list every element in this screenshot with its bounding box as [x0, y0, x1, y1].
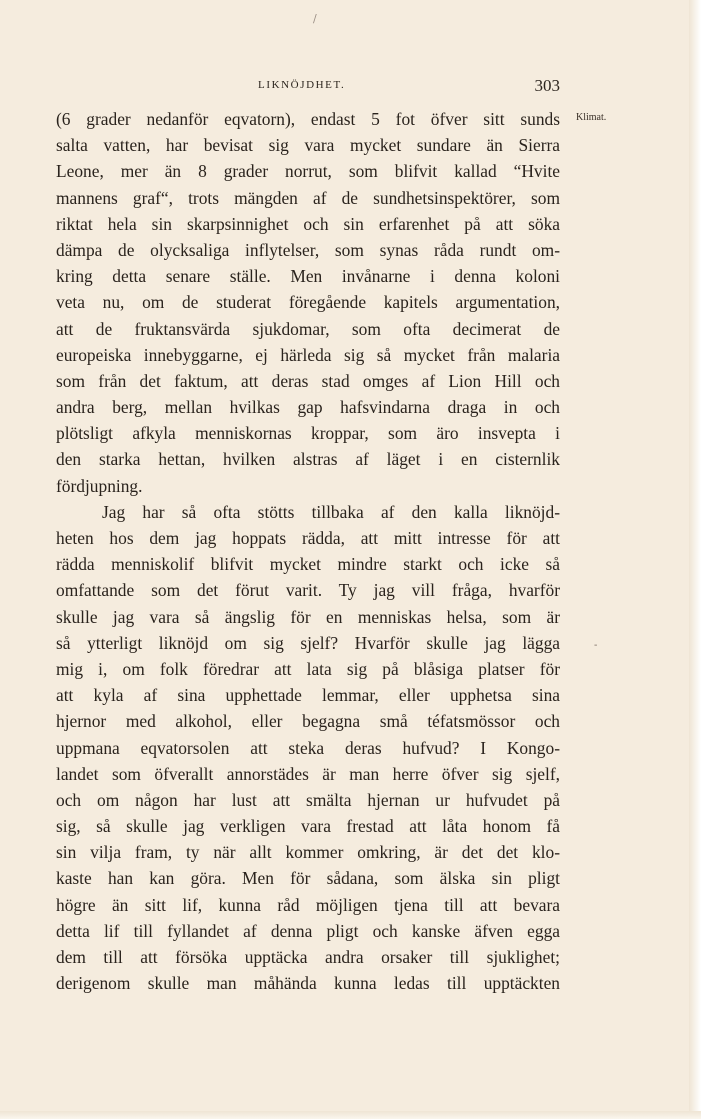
text-line: kaste han kan göra. Men för sådana, som älska sin pligt	[56, 868, 560, 889]
text-line: att kyla af sina upphettade lemmar, eller upphetsa sina	[56, 685, 560, 706]
stray-mark-margin: -	[594, 640, 598, 651]
text-line: (6 grader nedanför eqvatorn), endast 5 fot öfver sitt sunds	[56, 109, 560, 129]
text-line: hjernor med alkohol, eller begagna små téfatsmössor och	[56, 711, 560, 732]
text-line: mig i, om folk föredrar att lata sig på blåsiga platser för	[56, 658, 560, 679]
text-line: salta vatten, har bevisat sig vara mycket sundare än Sierra	[56, 135, 560, 156]
text-line: rädda menniskolif blifvit mycket mindre starkt och icke så	[56, 554, 560, 575]
text-line: Leone, mer än 8 grader norrut, som blifvit kallad “Hvite	[56, 161, 560, 182]
text-line: omfattande som det förut varit. Ty jag vill fråga, hvarför	[56, 580, 560, 601]
text-line: andra berg, mellan hvilkas gap hafsvindarna draga in och	[56, 397, 560, 418]
text-line: europeiska innebyggarne, ej härleda sig så mycket från malaria	[56, 344, 560, 365]
text-line: högre än sitt lif, kunna råd möjligen tjena till att bevara	[56, 894, 560, 915]
stray-mark-top: /	[313, 12, 317, 25]
text-line: och om någon har lust att smälta hjernan ur hufvudet på	[56, 789, 560, 810]
text-line: plötsligt afkyla menniskornas kroppar, som äro insvepta i	[56, 423, 560, 444]
text-line: dämpa de olycksaliga inflytelser, som synas råda rundt om-	[56, 239, 560, 260]
text-line: som från det faktum, att deras stad omges af Lion Hill och	[56, 370, 560, 391]
body-text	[56, 106, 560, 996]
text-line: att de fruktansvärda sjukdomar, som ofta decimerat de	[56, 318, 560, 339]
text-line: så ytterligt liknöjd om sig sjelf? Hvarför skulle jag lägga	[56, 632, 560, 653]
text-line: sin vilja fram, ty när allt kommer omkring, är det det klo-	[56, 842, 560, 863]
text-line: den starka hettan, hvilken alstras af läget i en cisternlik	[56, 449, 560, 470]
page-header	[56, 76, 560, 98]
text-line: sig, så skulle jag verkligen vara frestad att låta honom få	[56, 816, 560, 837]
text-line: landet som öfverallt annorstädes är man herre öfver sig sjelf,	[56, 763, 560, 784]
text-line: kring detta senare ställe. Men invånarne i denna koloni	[56, 266, 560, 287]
text-line: riktat hela sin skarpsinnighet och sin erfarenhet på att söka	[56, 213, 560, 234]
text-line: dem till att försöka upptäcka andra orsaker till sjuklighet;	[56, 947, 560, 967]
page-edge	[689, 0, 701, 1119]
marginal-note: Klimat.	[576, 112, 607, 123]
paragraph-start-line: Jag har så ofta stötts tillbaka af den kalla liknöjd-	[102, 501, 560, 522]
page-number: 303	[534, 76, 560, 95]
running-head: LIKNÖJDHET.	[258, 79, 346, 91]
text-line: detta lif till fyllandet af denna pligt och kanske äfven egga	[56, 920, 560, 941]
page-bottom-edge	[0, 1111, 701, 1119]
text-line: heten hos dem jag hoppats rädda, att mitt intresse för att	[56, 528, 560, 548]
text-line: skulle jag vara så ängslig för en menniskas helsa, som är	[56, 606, 560, 627]
text-line: veta nu, om de studerat föregående kapitels argumentation,	[56, 292, 560, 313]
text-line: mannens graf“, trots mängden af de sundhetsinspektörer, som	[56, 187, 560, 208]
text-line: uppmana eqvatorsolen att steka deras hufvud? I Kongo-	[56, 737, 560, 758]
paragraph-end-line: fördjupning.	[56, 475, 143, 496]
text-line: derigenom skulle man måhända kunna ledas till upptäckten	[56, 973, 560, 994]
